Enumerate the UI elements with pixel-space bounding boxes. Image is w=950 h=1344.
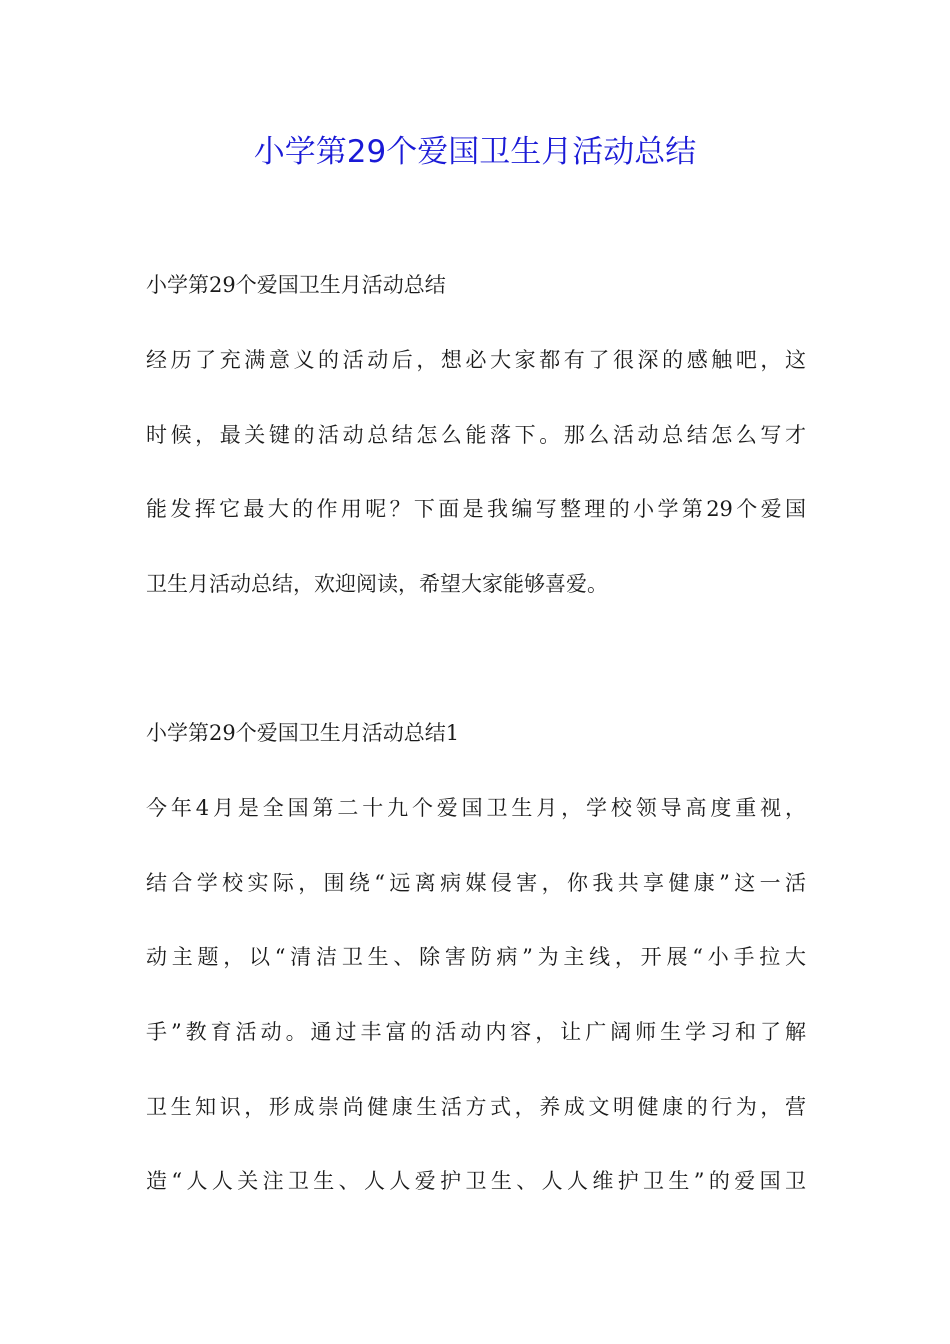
- document-subtitle: 小学第29个爱国卫生月活动总结: [146, 273, 446, 297]
- intro-line: 卫生月活动总结，欢迎阅读，希望大家能够喜爱。: [146, 572, 608, 596]
- body-line: 造“人人关注卫生、人人爱护卫生、人人维护卫生”的爱国卫: [146, 1169, 806, 1193]
- intro-line: 能发挥它最大的作用呢？下面是我编写整理的小学第29个爱国: [146, 497, 806, 521]
- body-line: 今年4月是全国第二十九个爱国卫生月，学校领导高度重视，: [146, 796, 806, 820]
- document-title: 小学第29个爱国卫生月活动总结: [253, 134, 697, 170]
- body-line: 动主题，以“清洁卫生、除害防病”为主线，开展“小手拉大: [146, 945, 806, 969]
- body-line: 手”教育活动。通过丰富的活动内容，让广阔师生学习和了解: [146, 1020, 806, 1044]
- section-heading: 小学第29个爱国卫生月活动总结1: [146, 721, 460, 745]
- intro-line: 经历了充满意义的活动后，想必大家都有了很深的感触吧，这: [146, 348, 806, 372]
- body-line: 卫生知识，形成崇尚健康生活方式，养成文明健康的行为，营: [146, 1095, 806, 1119]
- intro-line: 时候，最关键的活动总结怎么能落下。那么活动总结怎么写才: [146, 423, 806, 447]
- body-line: 结合学校实际，围绕“远离病媒侵害，你我共享健康”这一活: [146, 871, 806, 895]
